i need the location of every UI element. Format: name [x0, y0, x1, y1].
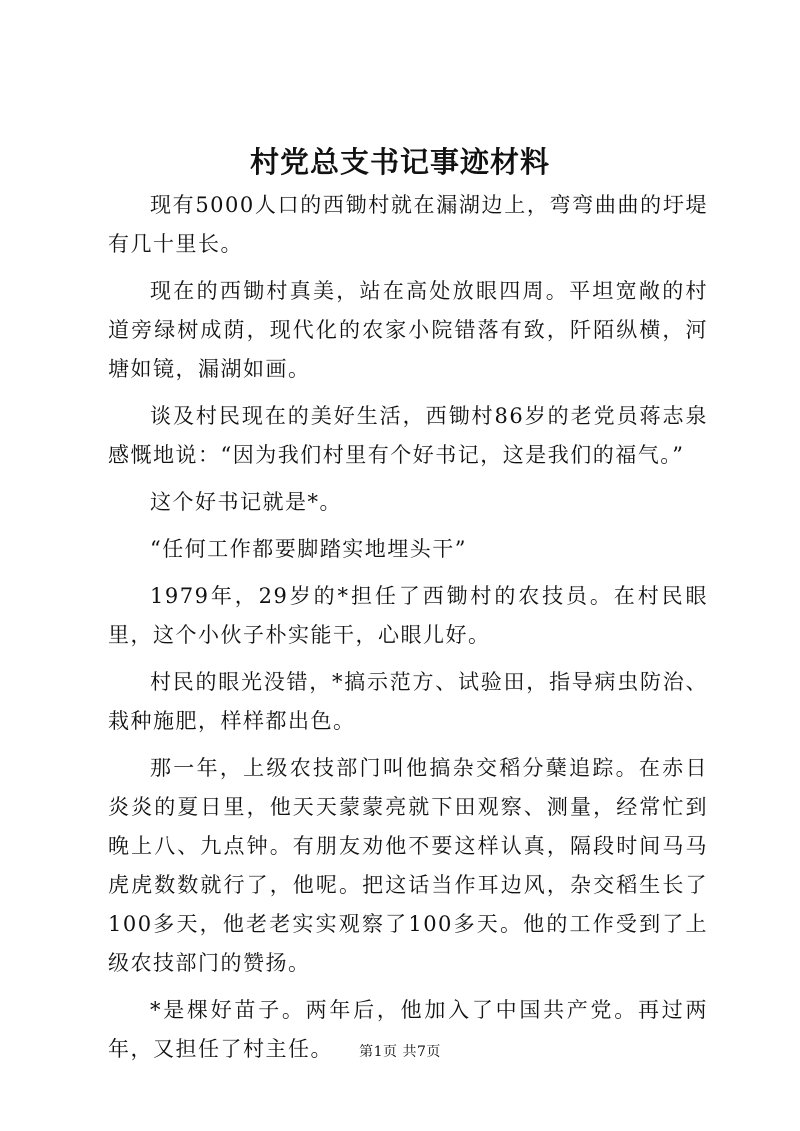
- paragraph-6: 村民的眼光没错，*搞示范方、试验田，指导病虫防治、栽种施肥，样样都出色。: [108, 670, 708, 733]
- paragraph-7: 那一年，上级农技部门叫他搞杂交稻分蘖追踪。在赤日炎炎的夏日里，他天天蒙蒙亮就下田观察、测量，经常忙到晚上八、九点钟。有朋友劝他不要这样认真，隔段时间马马虎虎数数就行了，他呢。把这话当作耳边风，杂交稻生长了100多天，他老老实实观察了100多天。他的工作受到了上级农技部门的赞扬。: [108, 756, 708, 975]
- paragraph-4: 这个好书记就是*。: [150, 490, 342, 514]
- paragraph-8: *是棵好苗子。两年后，他加入了中国共产党。再过两年，又担任了村主任。: [108, 998, 708, 1061]
- paragraph-5: 1979年，29岁的*担任了西锄村的农技员。在村民眼里，这个小伙子朴实能干，心眼儿好。: [108, 584, 708, 647]
- paragraph-3: 谈及村民现在的美好生活，西锄村86岁的老党员蒋志泉感慨地说：“因为我们村里有个好书记，这是我们的福气。”: [108, 404, 708, 467]
- paragraph-1: 现有5000人口的西锄村就在漏湖边上，弯弯曲曲的圩堤有几十里长。: [108, 193, 708, 256]
- document-body: [108, 186, 708, 1069]
- section-heading-quote: “任何工作都要脚踏实地埋头干”: [150, 537, 467, 561]
- paragraph-2: 现在的西锄村真美，站在高处放眼四周。平坦宽敞的村道旁绿树成荫，现代化的农家小院错落有致，阡陌纵横，河塘如镜，漏湖如画。: [108, 279, 708, 381]
- document-title: 村党总支书记事迹材料: [249, 145, 550, 179]
- page-number-footer: 第1页 共7页: [359, 1044, 441, 1060]
